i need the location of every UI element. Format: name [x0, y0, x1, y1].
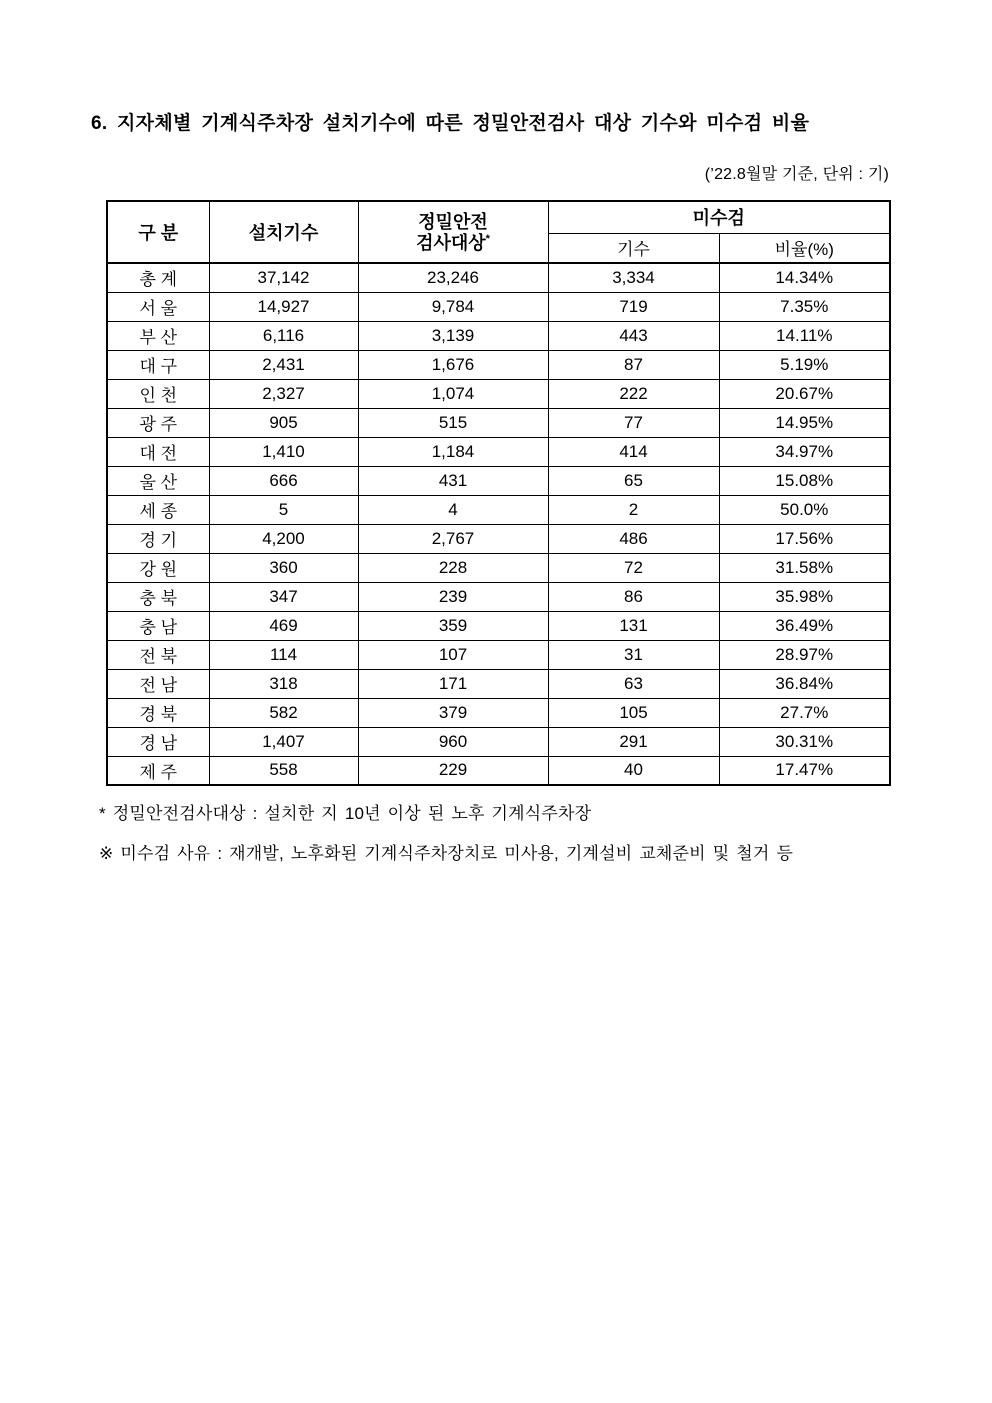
- cell-count: 31: [548, 640, 719, 669]
- cell-target: 1,184: [358, 437, 548, 466]
- cell-rate: 27.7%: [719, 698, 890, 727]
- cell-region: 강 원: [107, 553, 209, 582]
- cell-count: 105: [548, 698, 719, 727]
- header-inspection-target-line2: 검사대상: [416, 233, 486, 253]
- cell-target: 2,767: [358, 524, 548, 553]
- table-row: [107, 495, 890, 524]
- cell-target: 379: [358, 698, 548, 727]
- cell-count: 87: [548, 350, 719, 379]
- cell-rate: 20.67%: [719, 379, 890, 408]
- cell-rate: 28.97%: [719, 640, 890, 669]
- cell-installed: 37,142: [209, 263, 358, 292]
- cell-count: 77: [548, 408, 719, 437]
- table-row: [107, 263, 890, 292]
- cell-target: 23,246: [358, 263, 548, 292]
- footnote-inspection-target: * 정밀안전검사대상 : 설치한 지 10년 이상 된 노후 기계식주차장: [99, 804, 592, 823]
- cell-installed: 1,407: [209, 727, 358, 756]
- cell-region: 서 울: [107, 292, 209, 321]
- cell-count: 719: [548, 292, 719, 321]
- table-caption-note: (’22.8월말 기준, 단위 : 기): [704, 166, 889, 183]
- cell-rate: 5.19%: [719, 350, 890, 379]
- cell-count: 65: [548, 466, 719, 495]
- cell-installed: 1,410: [209, 437, 358, 466]
- cell-count: 3,334: [548, 263, 719, 292]
- cell-region: 경 북: [107, 698, 209, 727]
- cell-region: 총 계: [107, 263, 209, 292]
- cell-rate: 50.0%: [719, 495, 890, 524]
- cell-installed: 4,200: [209, 524, 358, 553]
- cell-target: 960: [358, 727, 548, 756]
- cell-rate: 17.56%: [719, 524, 890, 553]
- cell-installed: 5: [209, 495, 358, 524]
- cell-region: 전 북: [107, 640, 209, 669]
- cell-count: 63: [548, 669, 719, 698]
- footnote-missed-reason: ※ 미수검 사유 : 재개발, 노후화된 기계식주차장치로 미사용, 기계설비 교체준비 및 철거 등: [99, 844, 794, 863]
- cell-count: 222: [548, 379, 719, 408]
- cell-count: 72: [548, 553, 719, 582]
- cell-region: 대 구: [107, 350, 209, 379]
- cell-target: 3,139: [358, 321, 548, 350]
- cell-rate: 17.47%: [719, 756, 890, 785]
- cell-region: 대 전: [107, 437, 209, 466]
- cell-rate: 36.49%: [719, 611, 890, 640]
- page-title: 6. 지자체별 기계식주차장 설치기수에 따른 정밀안전검사 대상 기수와 미수검 비율: [91, 113, 810, 134]
- table-row: [107, 350, 890, 379]
- cell-installed: 469: [209, 611, 358, 640]
- stats-table: [106, 200, 891, 786]
- cell-rate: 36.84%: [719, 669, 890, 698]
- table-row: [107, 640, 890, 669]
- table-row: [107, 321, 890, 350]
- table-row: [107, 553, 890, 582]
- cell-installed: 114: [209, 640, 358, 669]
- cell-installed: 558: [209, 756, 358, 785]
- cell-region: 제 주: [107, 756, 209, 785]
- cell-installed: 582: [209, 698, 358, 727]
- cell-rate: 14.95%: [719, 408, 890, 437]
- table-row: [107, 437, 890, 466]
- cell-count: 40: [548, 756, 719, 785]
- table-row: [107, 582, 890, 611]
- cell-rate: 34.97%: [719, 437, 890, 466]
- header-footnote-asterisk: *: [485, 233, 490, 245]
- cell-rate: 14.34%: [719, 263, 890, 292]
- cell-rate: 7.35%: [719, 292, 890, 321]
- cell-count: 443: [548, 321, 719, 350]
- cell-rate: 15.08%: [719, 466, 890, 495]
- cell-region: 울 산: [107, 466, 209, 495]
- cell-target: 107: [358, 640, 548, 669]
- header-missed-rate: 비율(%): [719, 233, 890, 263]
- table-row: [107, 466, 890, 495]
- header-region: 구 분: [107, 201, 209, 263]
- cell-target: 229: [358, 756, 548, 785]
- header-missed-count: 기수: [548, 233, 719, 263]
- header-installed-count: 설치기수: [209, 201, 358, 263]
- cell-rate: 35.98%: [719, 582, 890, 611]
- cell-installed: 2,431: [209, 350, 358, 379]
- cell-target: 228: [358, 553, 548, 582]
- cell-count: 86: [548, 582, 719, 611]
- cell-count: 486: [548, 524, 719, 553]
- cell-target: 359: [358, 611, 548, 640]
- table-row: [107, 524, 890, 553]
- stats-table-header: [107, 201, 890, 263]
- cell-count: 291: [548, 727, 719, 756]
- cell-count: 2: [548, 495, 719, 524]
- header-inspection-target: [358, 201, 548, 263]
- cell-region: 전 남: [107, 669, 209, 698]
- cell-region: 부 산: [107, 321, 209, 350]
- cell-region: 세 종: [107, 495, 209, 524]
- cell-installed: 666: [209, 466, 358, 495]
- table-row: [107, 408, 890, 437]
- cell-installed: 6,116: [209, 321, 358, 350]
- cell-installed: 14,927: [209, 292, 358, 321]
- cell-region: 광 주: [107, 408, 209, 437]
- cell-installed: 2,327: [209, 379, 358, 408]
- cell-target: 4: [358, 495, 548, 524]
- cell-installed: 318: [209, 669, 358, 698]
- cell-target: 431: [358, 466, 548, 495]
- cell-target: 239: [358, 582, 548, 611]
- cell-target: 1,676: [358, 350, 548, 379]
- cell-target: 1,074: [358, 379, 548, 408]
- cell-rate: 31.58%: [719, 553, 890, 582]
- table-row: [107, 727, 890, 756]
- table-row: [107, 669, 890, 698]
- table-row: [107, 292, 890, 321]
- cell-region: 인 천: [107, 379, 209, 408]
- cell-installed: 905: [209, 408, 358, 437]
- header-inspection-target-line1: 정밀안전: [418, 212, 488, 233]
- cell-region: 경 기: [107, 524, 209, 553]
- cell-count: 131: [548, 611, 719, 640]
- cell-rate: 14.11%: [719, 321, 890, 350]
- cell-target: 171: [358, 669, 548, 698]
- table-row: [107, 611, 890, 640]
- cell-target: 9,784: [358, 292, 548, 321]
- table-row: [107, 756, 890, 785]
- table-row: [107, 698, 890, 727]
- cell-installed: 347: [209, 582, 358, 611]
- header-missed-group: 미수검: [548, 201, 890, 233]
- cell-target: 515: [358, 408, 548, 437]
- cell-region: 경 남: [107, 727, 209, 756]
- cell-region: 충 북: [107, 582, 209, 611]
- table-row: [107, 379, 890, 408]
- cell-region: 충 남: [107, 611, 209, 640]
- cell-count: 414: [548, 437, 719, 466]
- cell-installed: 360: [209, 553, 358, 582]
- cell-rate: 30.31%: [719, 727, 890, 756]
- stats-table-body: [107, 263, 890, 785]
